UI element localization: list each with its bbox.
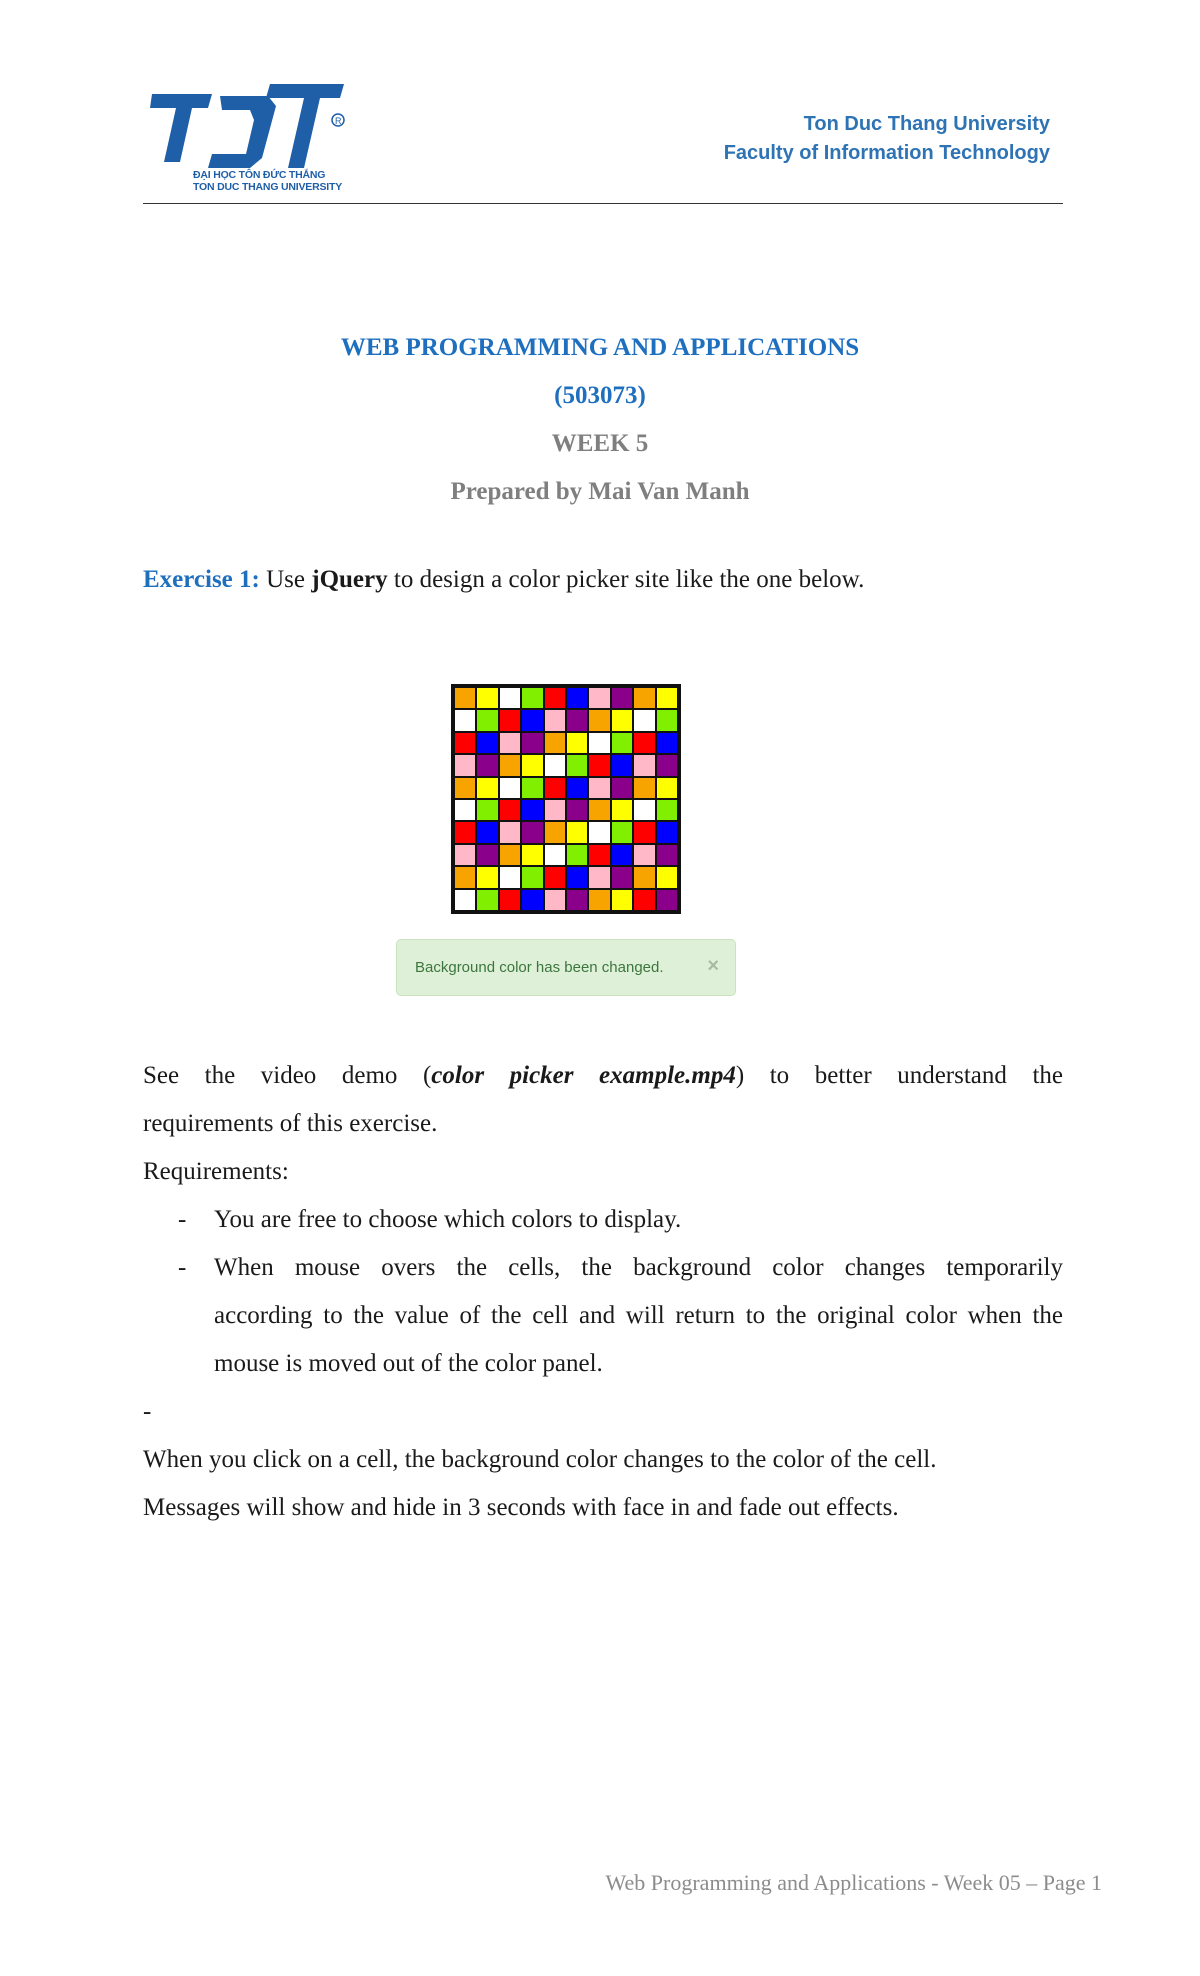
color-cell — [567, 800, 587, 820]
color-cell — [589, 778, 609, 798]
color-cell — [612, 822, 632, 842]
video-demo-line-2: requirements of this exercise. — [143, 1110, 438, 1137]
color-cell — [545, 733, 565, 753]
color-cell — [477, 867, 497, 887]
color-cell — [567, 688, 587, 708]
color-cell — [522, 710, 542, 730]
color-cell — [455, 778, 475, 798]
color-cell — [477, 890, 497, 910]
color-cell — [545, 755, 565, 775]
color-cell — [522, 778, 542, 798]
color-cell — [589, 710, 609, 730]
exercise-text-after: to design a color picker site like the one below. — [387, 566, 865, 593]
color-cell — [522, 867, 542, 887]
color-cell — [522, 688, 542, 708]
logo-text-vietnamese: ĐẠI HỌC TÔN ĐỨC THẮNG — [193, 169, 326, 181]
color-cell — [500, 800, 520, 820]
color-cell — [612, 890, 632, 910]
color-cell — [522, 800, 542, 820]
exercise-keyword: jQuery — [311, 566, 388, 593]
color-cell — [589, 845, 609, 865]
exercise-text-before: Use — [259, 566, 312, 593]
page-footer: Web Programming and Applications - Week 05 – Page 1 — [605, 1870, 1102, 1895]
color-cell — [477, 710, 497, 730]
color-cell — [567, 867, 587, 887]
requirement-item — [143, 1196, 1063, 1244]
color-cell — [455, 688, 475, 708]
color-cell — [477, 778, 497, 798]
requirement-continuation — [143, 1340, 1063, 1388]
svg-text:R: R — [335, 116, 342, 126]
color-cell — [612, 778, 632, 798]
color-cell — [612, 755, 632, 775]
video-filename: color picker example.mp4 — [431, 1062, 736, 1089]
requirement-text: When mouse overs the cells, the background color changes temporarily — [214, 1254, 1063, 1281]
color-cell — [522, 890, 542, 910]
color-cell — [455, 822, 475, 842]
university-logo — [150, 84, 350, 194]
color-cell — [500, 890, 520, 910]
color-cell — [500, 822, 520, 842]
color-cell — [634, 890, 654, 910]
see-suffix: ) to better understand the — [735, 1062, 1063, 1089]
color-cell — [477, 800, 497, 820]
color-cell — [589, 688, 609, 708]
color-cell — [567, 845, 587, 865]
color-cell — [634, 867, 654, 887]
color-cell — [455, 867, 475, 887]
color-cell — [545, 822, 565, 842]
color-cell — [567, 890, 587, 910]
color-cell — [589, 755, 609, 775]
close-icon: × — [707, 955, 719, 977]
document-title — [0, 324, 1200, 516]
color-cell — [545, 778, 565, 798]
color-cell — [589, 733, 609, 753]
requirement-text: according to the value of the cell and will return to the original color when the — [214, 1302, 1063, 1329]
color-cell — [545, 890, 565, 910]
color-cell — [657, 867, 677, 887]
color-cell — [455, 755, 475, 775]
color-cell — [589, 867, 609, 887]
color-cell — [634, 822, 654, 842]
color-cell — [657, 890, 677, 910]
color-cell — [657, 710, 677, 730]
color-cell — [567, 778, 587, 798]
color-cell — [657, 778, 677, 798]
week-label: WEEK 5 — [551, 430, 649, 457]
success-alert — [396, 939, 736, 996]
color-cell — [589, 800, 609, 820]
course-title: WEB PROGRAMMING AND APPLICATIONS — [340, 334, 860, 361]
color-cell — [589, 822, 609, 842]
university-name: Ton Duc Thang University — [803, 113, 1050, 135]
author-line: Prepared by Mai Van Manh — [450, 478, 750, 505]
color-cell — [522, 733, 542, 753]
messages-requirement: Messages will show and hide in 3 seconds with face in and fade out effects. — [143, 1494, 899, 1521]
color-cell — [545, 867, 565, 887]
exercise-label: Exercise 1: — [143, 566, 260, 593]
header-institution — [724, 110, 1050, 168]
color-cell — [455, 800, 475, 820]
color-cell — [500, 710, 520, 730]
color-cell — [634, 688, 654, 708]
alert-message: Background color has been changed. — [415, 959, 664, 976]
color-cell — [657, 755, 677, 775]
color-cell — [589, 890, 609, 910]
color-cell — [545, 710, 565, 730]
color-cell — [612, 845, 632, 865]
color-cell — [455, 890, 475, 910]
color-cell — [522, 845, 542, 865]
color-cell — [634, 710, 654, 730]
color-cell — [500, 845, 520, 865]
color-cell — [567, 733, 587, 753]
requirements-label: Requirements: — [143, 1158, 289, 1185]
color-cell — [477, 755, 497, 775]
color-cell — [455, 710, 475, 730]
color-cell — [545, 688, 565, 708]
color-cell — [477, 733, 497, 753]
color-picker-grid — [451, 684, 681, 914]
color-cell — [634, 800, 654, 820]
color-cell — [657, 822, 677, 842]
color-cell — [545, 800, 565, 820]
color-cell — [657, 845, 677, 865]
header-divider — [143, 203, 1063, 204]
logo-text-english: TON DUC THANG UNIVERSITY — [193, 181, 343, 193]
color-cell — [657, 733, 677, 753]
requirement-continuation — [143, 1292, 1063, 1340]
color-cell — [477, 845, 497, 865]
color-cell — [612, 800, 632, 820]
color-cell — [522, 755, 542, 775]
color-cell — [612, 710, 632, 730]
list-dash: - — [143, 1398, 152, 1425]
course-code: (503073) — [554, 382, 646, 409]
color-cell — [634, 778, 654, 798]
list-dash: - — [178, 1206, 187, 1233]
color-cell — [567, 822, 587, 842]
requirement-text: You are free to choose which colors to display. — [214, 1206, 682, 1233]
color-cell — [612, 867, 632, 887]
color-cell — [567, 710, 587, 730]
exercise-heading — [143, 566, 864, 594]
color-cell — [657, 688, 677, 708]
color-cell — [634, 733, 654, 753]
color-cell — [500, 688, 520, 708]
color-cell — [634, 845, 654, 865]
faculty-name: Faculty of Information Technology — [723, 142, 1050, 164]
video-demo-line — [143, 1052, 1063, 1100]
color-cell — [634, 755, 654, 775]
color-cell — [500, 778, 520, 798]
color-cell — [612, 688, 632, 708]
color-cell — [567, 755, 587, 775]
color-cell — [477, 822, 497, 842]
color-cell — [612, 733, 632, 753]
color-cell — [477, 688, 497, 708]
click-requirement: When you click on a cell, the background color changes to the color of the cell. — [143, 1446, 937, 1473]
color-cell — [500, 867, 520, 887]
color-cell — [657, 800, 677, 820]
color-cell — [545, 845, 565, 865]
requirement-item — [143, 1244, 1063, 1292]
see-prefix: See the video demo ( — [143, 1062, 432, 1089]
color-cell — [455, 845, 475, 865]
requirement-text: mouse is moved out of the color panel. — [214, 1350, 603, 1377]
color-cell — [522, 822, 542, 842]
list-dash: - — [178, 1254, 187, 1281]
color-cell — [500, 733, 520, 753]
color-cell — [500, 755, 520, 775]
tdt-logo-mark — [150, 84, 350, 168]
color-cell — [455, 733, 475, 753]
